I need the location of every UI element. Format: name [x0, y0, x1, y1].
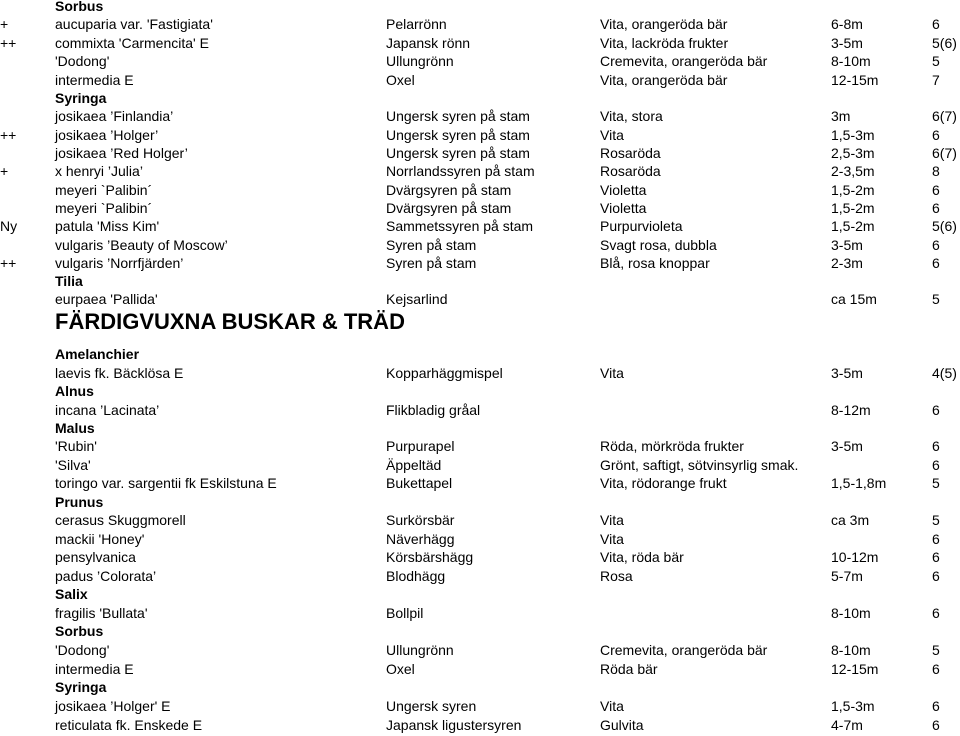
common-name: Kopparhäggmispel [386, 365, 503, 381]
plant-name: josikaea ’Holger’ [55, 127, 159, 143]
plant-name: aucuparia var. 'Fastigiata' [55, 16, 213, 32]
plant-name: 'Silva' [55, 457, 91, 473]
common-name: Ungersk syren på stam [386, 108, 530, 124]
zone-value: 6(7) [932, 145, 957, 161]
common-name: Syren på stam [386, 237, 477, 253]
size-value: 1,5-2m [831, 218, 875, 234]
size-value: ca 15m [831, 291, 877, 307]
plant-name: padus ’Colorata’ [55, 568, 157, 584]
size-value: 3-5m [831, 438, 863, 454]
size-value: 2-3,5m [831, 163, 875, 179]
plant-row [0, 71, 960, 89]
common-name: Äppeltäd [386, 457, 442, 473]
common-name: Ullungrönn [386, 53, 454, 69]
zone-value: 6 [932, 568, 940, 584]
zone-value: 6 [932, 698, 940, 714]
description: Grönt, saftigt, sötvinsyrlig smak. [600, 457, 799, 473]
size-value: 1,5-3m [831, 698, 875, 714]
description: Röda bär [600, 661, 658, 677]
plant-name: incana ’Lacinata’ [55, 402, 160, 418]
zone-value: 6 [932, 16, 940, 32]
description: Vita, stora [600, 108, 663, 124]
plant-name: josikaea ’Red Holger’ [55, 145, 188, 161]
common-name: Ungersk syren på stam [386, 145, 530, 161]
plant-row [0, 697, 960, 715]
description: Svagt rosa, dubbla [600, 237, 717, 253]
zone-value: 6 [932, 531, 940, 547]
common-name: Ungersk syren [386, 698, 477, 714]
zone-value: 6 [932, 127, 940, 143]
common-name: Surkörsbär [386, 512, 455, 528]
common-name: Flikbladig gråal [386, 402, 481, 418]
plant-row [0, 52, 960, 70]
common-name: Oxel [386, 72, 415, 88]
description: Blå, rosa knoppar [600, 255, 710, 271]
common-name: Oxel [386, 661, 415, 677]
plant-name: laevis fk. Bäcklösa E [55, 365, 184, 381]
size-value: 12-15m [831, 661, 879, 677]
description: Rosaröda [600, 163, 661, 179]
zone-value: 6(7) [932, 108, 957, 124]
description: Vita, orangeröda bär [600, 72, 728, 88]
zone-value: 6 [932, 661, 940, 677]
zone-value: 6 [932, 402, 940, 418]
zone-value: 8 [932, 163, 940, 179]
genus-heading: Salix [55, 586, 88, 602]
plant-row [0, 162, 960, 180]
size-value: 3-5m [831, 365, 863, 381]
plant-name: reticulata fk. Enskede E [55, 717, 203, 733]
size-value: 2,5-3m [831, 145, 875, 161]
common-name: Dvärgsyren på stam [386, 200, 512, 216]
genus-heading: Syringa [55, 90, 107, 106]
zone-value: 4(5) [932, 365, 957, 381]
common-name: Purpurapel [386, 438, 455, 454]
zone-value: 5 [932, 53, 940, 69]
description: Cremevita, orangeröda bär [600, 53, 768, 69]
availability-marker: + [0, 16, 9, 32]
description: Vita, röda bär [600, 549, 684, 565]
size-value: 8-10m [831, 642, 871, 658]
plant-name: josikaea ’Holger' E [55, 698, 171, 714]
plant-row [0, 217, 960, 235]
size-value: 3-5m [831, 237, 863, 253]
availability-marker: ++ [0, 35, 17, 51]
plant-name: patula 'Miss Kim' [55, 218, 160, 234]
size-value: 8-12m [831, 402, 871, 418]
zone-value: 5 [932, 512, 940, 528]
common-name: Kejsarlind [386, 291, 448, 307]
description: Vita [600, 512, 624, 528]
zone-value: 5 [932, 475, 940, 491]
plant-row [0, 290, 960, 308]
genus-heading: Tilia [55, 273, 83, 289]
size-value: 10-12m [831, 549, 879, 565]
size-value: ca 3m [831, 512, 870, 528]
plant-row [0, 641, 960, 659]
plant-name: pensylvanica [55, 549, 136, 565]
common-name: Bollpil [386, 605, 424, 621]
description: Röda, mörkröda frukter [600, 438, 744, 454]
plant-row [0, 437, 960, 455]
plant-name: cerasus Skuggmorell [55, 512, 186, 528]
size-value: 1,5-3m [831, 127, 875, 143]
availability-marker: ++ [0, 127, 17, 143]
common-name: Näverhägg [386, 531, 455, 547]
plant-name: mackii 'Honey' [55, 531, 145, 547]
plant-name: x henryi ’Julia’ [55, 163, 143, 179]
common-name: Japansk rönn [386, 35, 471, 51]
genus-heading: Malus [55, 420, 95, 436]
plant-row [0, 236, 960, 254]
genus-heading: Prunus [55, 494, 104, 510]
common-name: Blodhägg [386, 568, 446, 584]
plant-name: fragilis 'Bullata' [55, 605, 148, 621]
description: Purpurvioleta [600, 218, 683, 234]
plant-row [0, 530, 960, 548]
size-value: 4-7m [831, 717, 863, 733]
plant-name: 'Rubin' [55, 438, 97, 454]
plant-row [0, 144, 960, 162]
zone-value: 5(6) [932, 218, 957, 234]
size-value: 12-15m [831, 72, 879, 88]
genus-heading: Amelanchier [55, 346, 140, 362]
common-name: Bukettapel [386, 475, 453, 491]
plant-row [0, 567, 960, 585]
zone-value: 6 [932, 200, 940, 216]
size-value: 2-3m [831, 255, 863, 271]
plant-name: vulgaris ’Beauty of Moscow’ [55, 237, 228, 253]
zone-value: 5 [932, 642, 940, 658]
genus-heading: Sorbus [55, 0, 104, 14]
plant-name: commixta 'Carmencita' E [55, 35, 209, 51]
zone-value: 6 [932, 717, 940, 733]
description: Vita [600, 365, 624, 381]
description: Vita, rödorange frukt [600, 475, 727, 491]
size-value: 5-7m [831, 568, 863, 584]
common-name: Japansk ligustersyren [386, 717, 522, 733]
availability-marker: ++ [0, 255, 17, 271]
plant-row [0, 126, 960, 144]
common-name: Ungersk syren på stam [386, 127, 530, 143]
zone-value: 5(6) [932, 35, 957, 51]
size-value: 8-10m [831, 53, 871, 69]
zone-value: 6 [932, 182, 940, 198]
common-name: Sammetssyren på stam [386, 218, 534, 234]
size-value: 1,5-2m [831, 200, 875, 216]
size-value: 3-5m [831, 35, 863, 51]
genus-heading: Alnus [55, 383, 94, 399]
size-value: 1,5-2m [831, 182, 875, 198]
plant-row [0, 15, 960, 33]
section-title: FÄRDIGVUXNA BUSKAR & TRÄD [55, 309, 405, 334]
zone-value: 6 [932, 605, 940, 621]
plant-name: intermedia E [55, 72, 134, 88]
zone-value: 6 [932, 438, 940, 454]
genus-heading: Sorbus [55, 623, 104, 639]
plant-name: meyeri `Palibin´ [55, 182, 153, 198]
zone-value: 6 [932, 549, 940, 565]
size-value: 3m [831, 108, 851, 124]
zone-value: 7 [932, 72, 940, 88]
zone-value: 6 [932, 457, 940, 473]
description: Violetta [600, 200, 647, 216]
availability-marker: + [0, 163, 9, 179]
availability-marker: Ny [0, 218, 18, 234]
zone-value: 6 [932, 255, 940, 271]
plant-row [0, 181, 960, 199]
description: Rosaröda [600, 145, 661, 161]
common-name: Pelarrönn [386, 16, 447, 32]
plant-row [0, 254, 960, 272]
common-name: Syren på stam [386, 255, 477, 271]
plant-name: vulgaris ’Norrfjärden’ [55, 255, 184, 271]
description: Vita, orangeröda bär [600, 16, 728, 32]
plant-name: intermedia E [55, 661, 134, 677]
description: Vita [600, 698, 624, 714]
plant-name: eurpaea 'Pallida' [55, 291, 158, 307]
plant-row [0, 364, 960, 382]
plant-row [0, 660, 960, 678]
common-name: Dvärgsyren på stam [386, 182, 512, 198]
common-name: Ullungrönn [386, 642, 454, 658]
plant-row [0, 401, 960, 419]
plant-row [0, 474, 960, 492]
size-value: 6-8m [831, 16, 863, 32]
plant-name: meyeri `Palibin´ [55, 200, 153, 216]
plant-row [0, 107, 960, 125]
plant-name: 'Dodong' [55, 642, 110, 658]
description: Vita, lackröda frukter [600, 35, 729, 51]
plant-name: 'Dodong' [55, 53, 110, 69]
description: Violetta [600, 182, 647, 198]
plant-row [0, 34, 960, 52]
description: Vita [600, 127, 624, 143]
plant-name: josikaea ’Finlandia’ [55, 108, 174, 124]
size-value: 1,5-1,8m [831, 475, 887, 491]
plant-row [0, 511, 960, 529]
plant-row [0, 456, 960, 474]
genus-heading: Syringa [55, 679, 107, 695]
size-value: 8-10m [831, 605, 871, 621]
zone-value: 5 [932, 291, 940, 307]
plant-row [0, 604, 960, 622]
common-name: Norrlandssyren på stam [386, 163, 535, 179]
plant-row [0, 199, 960, 217]
description: Vita [600, 531, 624, 547]
description: Gulvita [600, 717, 644, 733]
zone-value: 6 [932, 237, 940, 253]
description: Cremevita, orangeröda bär [600, 642, 768, 658]
plant-name: toringo var. sargentii fk Eskilstuna E [55, 475, 277, 491]
plant-row [0, 716, 960, 734]
common-name: Körsbärshägg [386, 549, 474, 565]
description: Rosa [600, 568, 633, 584]
plant-row [0, 548, 960, 566]
